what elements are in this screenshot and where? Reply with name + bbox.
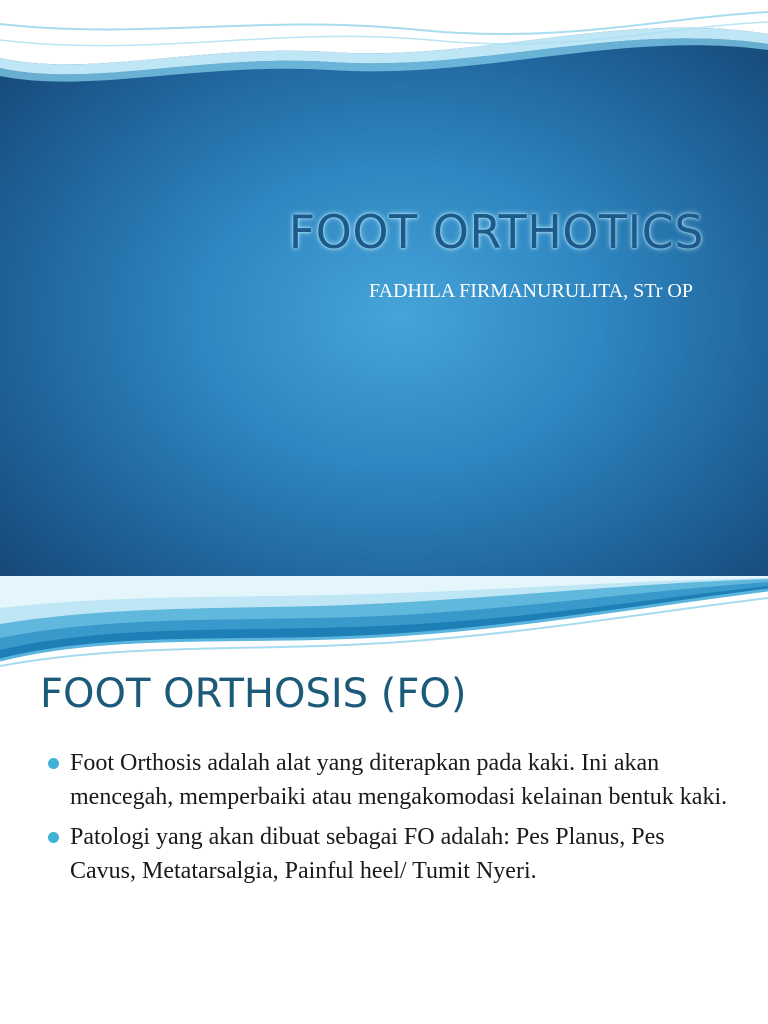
wave-decoration-top bbox=[0, 576, 768, 668]
content-slide bbox=[0, 576, 768, 1024]
bullet-text: Patologi yang akan dibuat sebagai FO adalah: Pes Planus, Pes Cavus, Metatarsalgia, Painful heel/ Tumit Nyeri. bbox=[70, 824, 665, 884]
slide-title: FOOT ORTHOTICS bbox=[288, 205, 704, 259]
slide-subtitle: FADHILA FIRMANURULITA, STr OP bbox=[368, 280, 693, 302]
bullet-list bbox=[48, 746, 728, 894]
bullet-item bbox=[48, 820, 728, 888]
wave-decoration-top bbox=[0, 0, 768, 96]
bullet-dot-icon bbox=[48, 832, 59, 843]
bullet-text: Foot Orthosis adalah alat yang diterapkan pada kaki. Ini akan mencegah, memperbaiki atau mengakomodasi kelainan bentuk kaki. bbox=[70, 750, 728, 810]
bullet-item bbox=[48, 746, 728, 814]
slide-heading: FOOT ORTHOSIS (FO) bbox=[40, 671, 467, 717]
bullet-dot-icon bbox=[48, 758, 59, 769]
